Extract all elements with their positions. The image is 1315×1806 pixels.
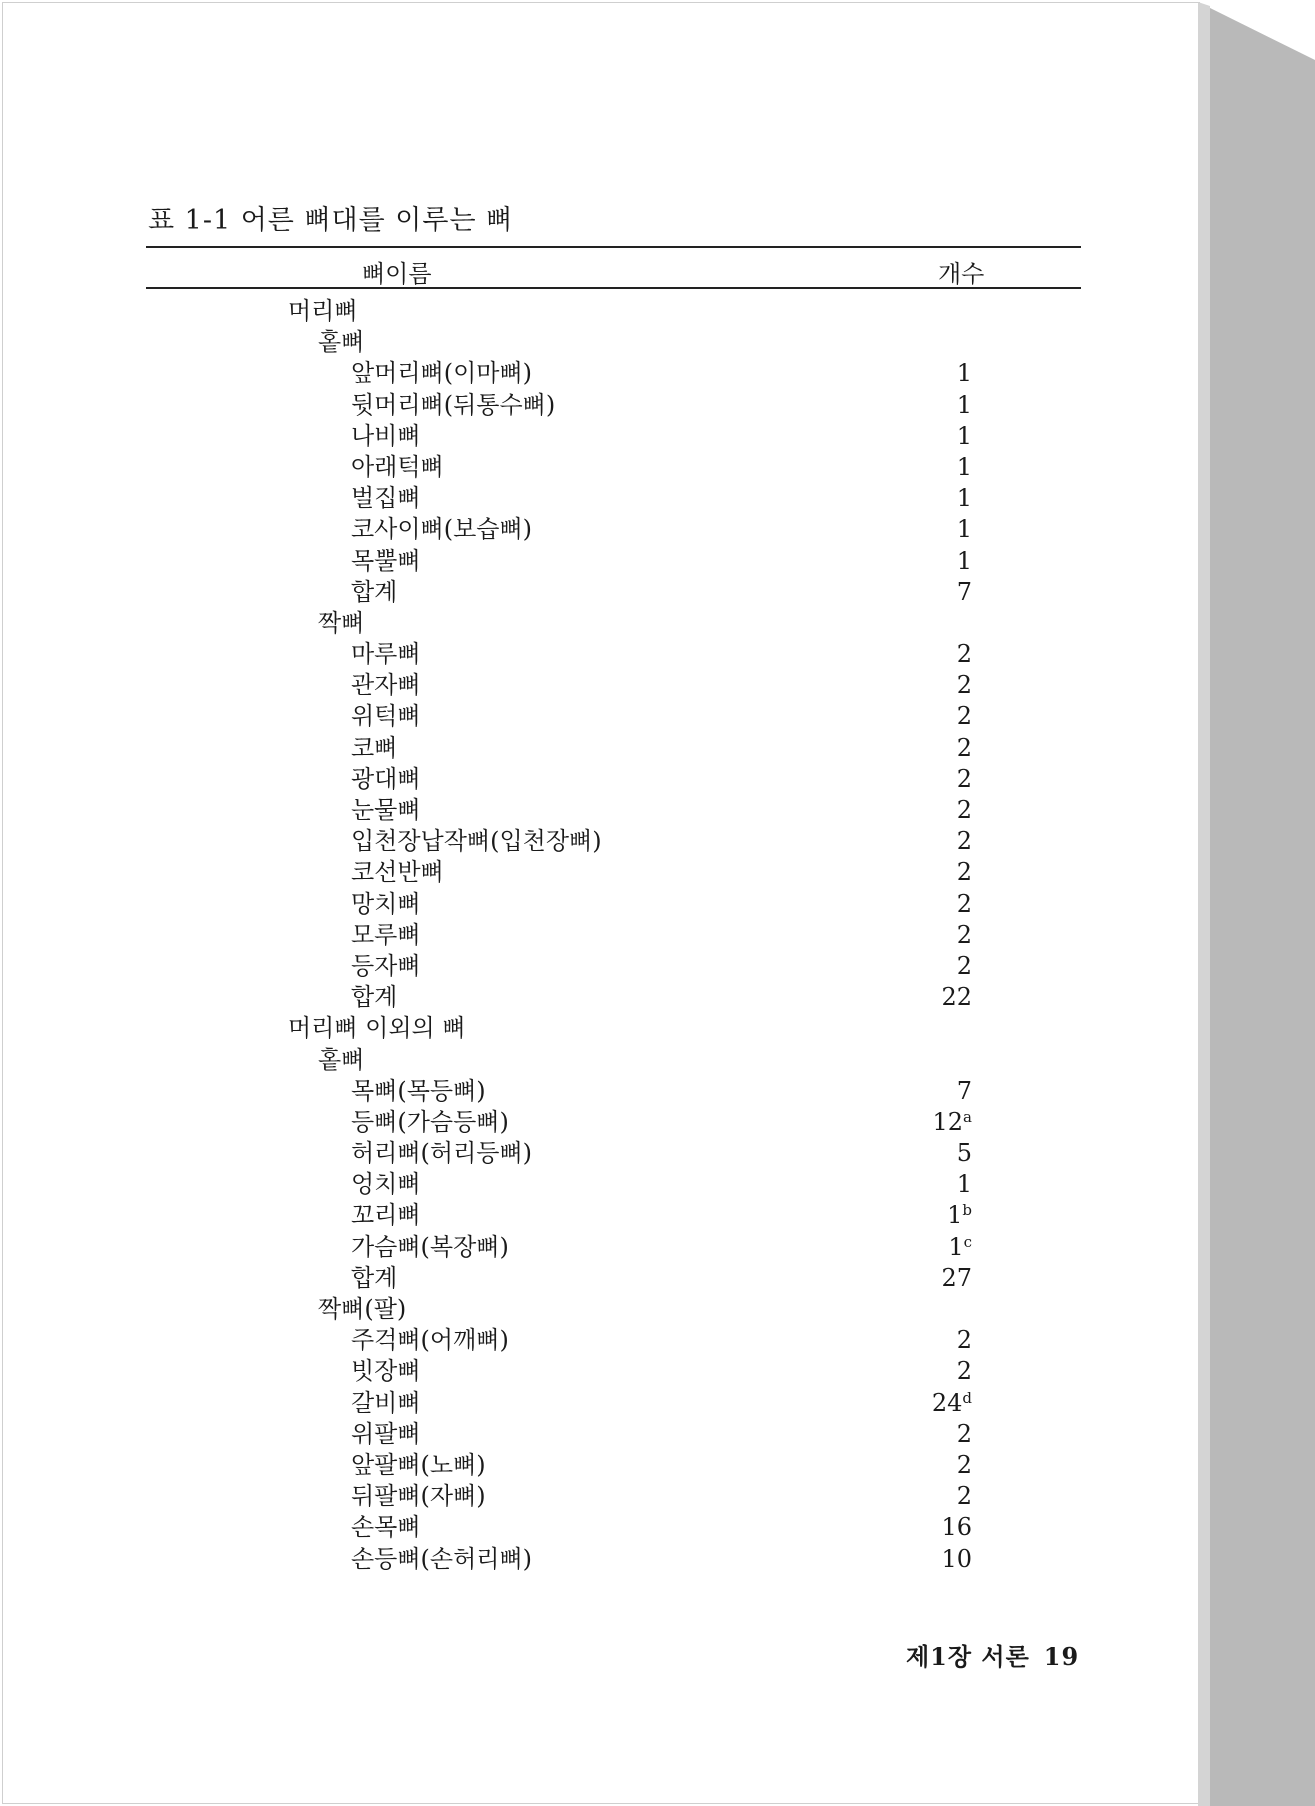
table-row [0, 1138, 1100, 1169]
bone-name: 홑뼈 [318, 1045, 365, 1074]
bone-count [912, 826, 972, 857]
table-row [0, 857, 1100, 888]
table-row [0, 1013, 1100, 1044]
table-row [0, 982, 1100, 1013]
bone-count [912, 889, 972, 920]
count-value: 1 [956, 546, 972, 575]
count-value: 1 [956, 484, 972, 513]
table-row [0, 608, 1100, 639]
bone-count [912, 1450, 972, 1481]
table-row [0, 514, 1100, 545]
bone-name: 코선반뼈 [351, 858, 444, 887]
count-value: 2 [956, 640, 972, 669]
table-row [0, 1076, 1100, 1107]
bone-count [912, 1356, 972, 1387]
table-row [0, 1200, 1100, 1231]
bone-name: 모루뼈 [351, 920, 421, 949]
count-value: 10 [941, 1544, 972, 1573]
bone-name: 꼬리뼈 [351, 1201, 421, 1230]
count-value: 2 [956, 858, 972, 887]
count-value: 1 [956, 515, 972, 544]
table-row [0, 1481, 1100, 1512]
table-row [0, 452, 1100, 483]
bone-name: 뒤팔뼈(자뼈) [351, 1482, 486, 1511]
count-value: 24 [931, 1388, 963, 1417]
bone-name: 빗장뼈 [351, 1357, 421, 1386]
bone-name: 짝뼈(팔) [318, 1295, 407, 1323]
count-value: 2 [956, 1326, 972, 1355]
table-row [0, 1356, 1100, 1387]
bone-name: 가슴뼈(복장뼈) [351, 1232, 509, 1261]
table-row [0, 920, 1100, 951]
page-footer [906, 1637, 1079, 1672]
bone-count [912, 733, 972, 764]
bone-name: 뒷머리뼈(뒤통수뼈) [351, 390, 556, 419]
chapter-title: 제1장 서론 [906, 1642, 1030, 1671]
bone-count [912, 639, 972, 670]
count-value: 2 [956, 733, 972, 762]
table-row [0, 1512, 1100, 1543]
bone-name: 코뼈 [351, 733, 398, 762]
bone-name: 합계 [351, 983, 398, 1012]
bone-name: 주걱뼈(어깨뼈) [351, 1326, 509, 1355]
bone-name: 엉치뼈 [351, 1170, 421, 1199]
table-row [0, 390, 1100, 421]
count-value: 1 [947, 1201, 963, 1230]
bone-name: 목뼈(목등뼈) [351, 1076, 486, 1105]
table-row [0, 577, 1100, 608]
bone-name: 위팔뼈 [351, 1419, 421, 1448]
count-value: 2 [956, 764, 972, 793]
bone-name: 짝뼈 [318, 608, 365, 637]
bone-name: 손목뼈 [351, 1513, 421, 1542]
bone-count [912, 358, 972, 389]
table-row [0, 1232, 1100, 1263]
column-header-name: 뼈이름 [362, 260, 432, 288]
table-row [0, 733, 1100, 764]
table-row [0, 639, 1100, 670]
bone-count [912, 1200, 972, 1231]
count-value: 7 [956, 577, 972, 606]
bone-count [912, 1544, 972, 1575]
table-row [0, 1294, 1100, 1325]
count-value: 2 [956, 827, 972, 856]
bone-count [912, 1263, 972, 1294]
count-value: 22 [941, 983, 972, 1012]
table-row [0, 795, 1100, 826]
bone-count [912, 1512, 972, 1543]
footnote-marker: d [962, 1388, 972, 1407]
count-value: 2 [956, 1482, 972, 1511]
count-value: 16 [941, 1513, 972, 1542]
table-row [0, 1325, 1100, 1356]
count-value: 12 [932, 1107, 964, 1136]
footnote-marker: a [963, 1107, 972, 1126]
bone-count [912, 514, 972, 545]
bone-name: 손등뼈(손허리뼈) [351, 1544, 533, 1573]
bone-count [912, 795, 972, 826]
bone-count [912, 1325, 972, 1356]
bone-count [912, 951, 972, 982]
bone-name: 합계 [351, 1263, 398, 1292]
bone-count [912, 452, 972, 483]
bone-count [912, 1232, 972, 1263]
bone-name: 허리뼈(허리등뼈) [351, 1139, 533, 1168]
bone-name: 앞머리뼈(이마뼈) [351, 359, 533, 388]
bone-count [912, 1076, 972, 1107]
table-row [0, 1544, 1100, 1575]
bone-name: 머리뼈 [288, 297, 358, 325]
count-value: 2 [956, 889, 972, 918]
bone-count [912, 546, 972, 577]
bone-count [912, 670, 972, 701]
table-row [0, 826, 1100, 857]
count-value: 2 [956, 671, 972, 700]
count-value: 2 [956, 1357, 972, 1386]
table-row [0, 701, 1100, 732]
table-row [0, 764, 1100, 795]
bone-count [912, 577, 972, 608]
bone-count [912, 390, 972, 421]
bone-count [912, 1481, 972, 1512]
bone-name: 아래턱뼈 [351, 452, 444, 481]
table-row [0, 951, 1100, 982]
bone-count [912, 982, 972, 1013]
table-row [0, 1169, 1100, 1200]
bone-name: 등뼈(가슴등뼈) [351, 1107, 509, 1136]
bone-name: 목뿔뼈 [351, 546, 421, 575]
table-row [0, 421, 1100, 452]
bone-count [912, 421, 972, 452]
table-row [0, 327, 1100, 358]
bone-name: 망치뼈 [351, 889, 421, 918]
bone-name: 입천장납작뼈(입천장뼈) [351, 827, 602, 856]
count-value: 2 [956, 951, 972, 980]
count-value: 27 [941, 1263, 972, 1292]
bone-count [912, 1169, 972, 1200]
count-value: 1 [956, 452, 972, 481]
table-header-rule [146, 287, 1081, 289]
count-value: 2 [956, 1450, 972, 1479]
table-row [0, 1388, 1100, 1419]
table-row [0, 1419, 1100, 1450]
table-row [0, 296, 1100, 327]
table-body [0, 296, 1100, 1575]
table-row [0, 1263, 1100, 1294]
count-value: 1 [948, 1232, 964, 1261]
count-value: 1 [956, 1170, 972, 1199]
bone-name: 코사이뼈(보습뼈) [351, 515, 533, 544]
bone-count [912, 764, 972, 795]
bone-name: 관자뼈 [351, 671, 421, 700]
bone-count [912, 483, 972, 514]
table-caption: 표 1-1 어른 뼈대를 이루는 뼈 [148, 205, 514, 236]
table-row [0, 483, 1100, 514]
table-row [0, 546, 1100, 577]
count-value: 7 [956, 1076, 972, 1105]
bone-name: 합계 [351, 577, 398, 606]
bone-name: 등자뼈 [351, 951, 421, 980]
bone-count [912, 701, 972, 732]
bone-count [912, 1388, 972, 1419]
bone-name: 갈비뼈 [351, 1388, 421, 1417]
bone-count [912, 1138, 972, 1169]
bone-count [912, 1419, 972, 1450]
footnote-marker: b [962, 1201, 972, 1220]
bone-name: 위턱뼈 [351, 702, 421, 731]
footnote-marker: c [963, 1232, 972, 1251]
table-row [0, 1107, 1100, 1138]
bone-count [912, 920, 972, 951]
table-row [0, 889, 1100, 920]
count-value: 1 [956, 390, 972, 419]
count-value: 2 [956, 796, 972, 824]
count-value: 1 [956, 421, 972, 450]
bone-name: 광대뼈 [351, 764, 421, 793]
column-header-count: 개수 [938, 260, 985, 288]
bone-name: 눈물뼈 [351, 796, 421, 824]
bone-name: 나비뼈 [351, 421, 421, 450]
table-top-rule [146, 246, 1081, 248]
table-row [0, 1045, 1100, 1076]
count-value: 2 [956, 702, 972, 731]
count-value: 1 [956, 359, 972, 388]
count-value: 2 [956, 920, 972, 949]
bone-count [912, 857, 972, 888]
table-row [0, 358, 1100, 389]
page-number: 19 [1043, 1642, 1080, 1671]
bone-name: 마루뼈 [351, 640, 421, 669]
bone-count [912, 1107, 972, 1138]
bone-name: 머리뼈 이외의 뼈 [288, 1014, 466, 1043]
bone-name: 벌집뼈 [351, 484, 421, 513]
table-row [0, 670, 1100, 701]
count-value: 2 [956, 1419, 972, 1448]
bone-name: 앞팔뼈(노뼈) [351, 1450, 486, 1479]
bone-name: 홑뼈 [318, 328, 365, 357]
table-row [0, 1450, 1100, 1481]
count-value: 5 [956, 1139, 972, 1168]
